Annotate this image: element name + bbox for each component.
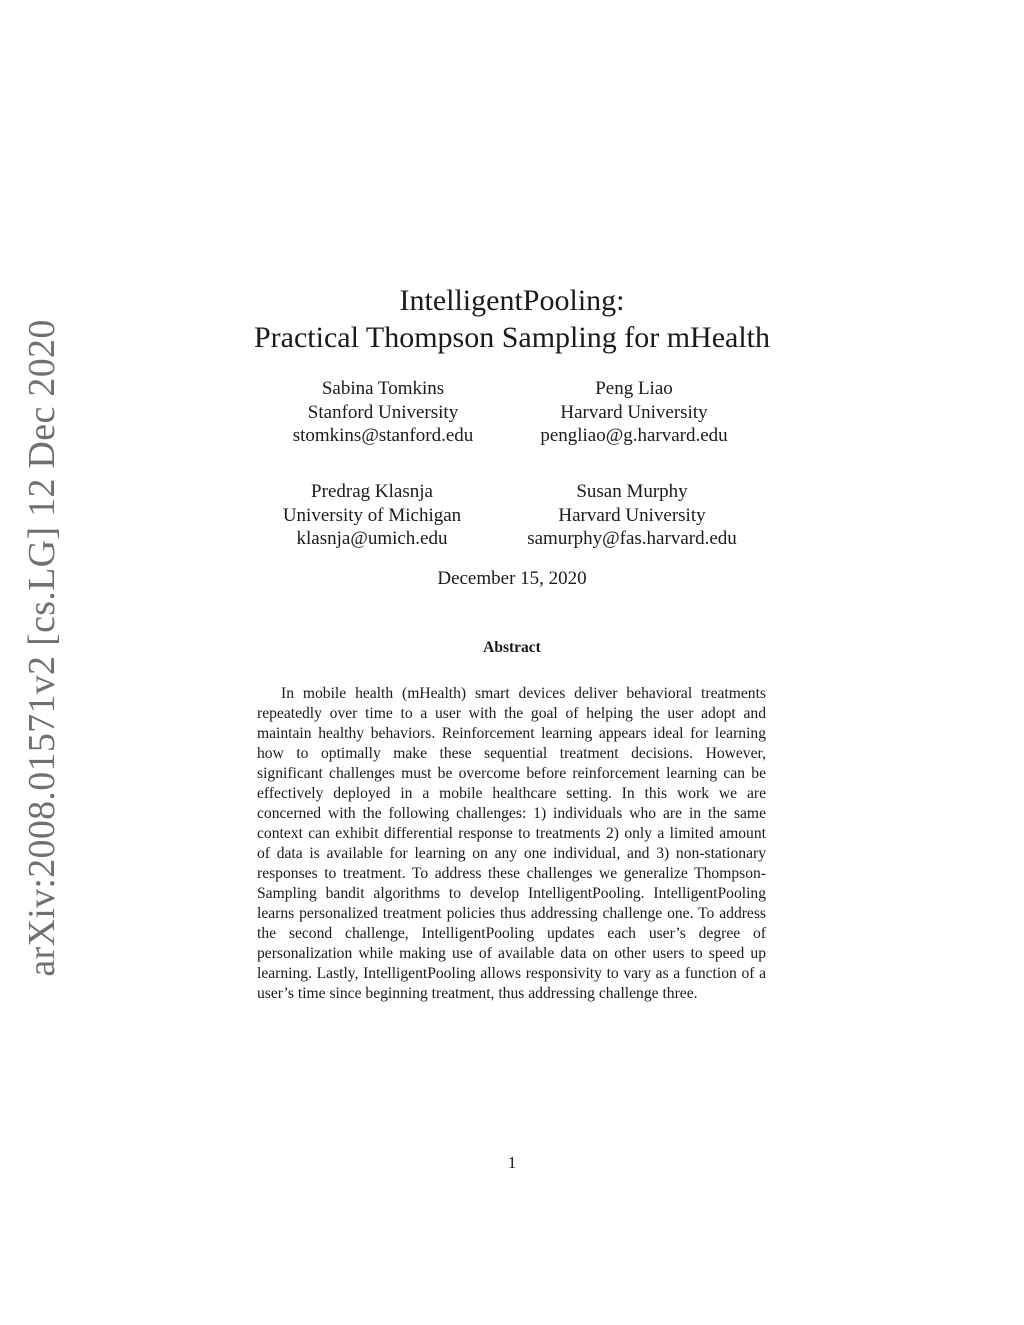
author-email: stomkins@stanford.edu [292,425,474,446]
author-affiliation: Harvard University [560,401,708,423]
author-affiliation: Stanford University [307,401,459,423]
author-block-liao [484,377,784,448]
paper-title [0,282,1024,356]
author-email: samurphy@fas.harvard.edu [527,528,737,549]
author-block-klasnja [222,480,522,551]
author-email: pengliao@g.harvard.edu [540,425,728,446]
author-affiliation: Harvard University [558,504,706,526]
arxiv-identifier-stamp: arXiv:2008.01571v2 [cs.LG] 12 Dec 2020 [21,319,63,977]
author-block-murphy [482,480,782,551]
page-number: 1 [507,1153,517,1172]
author-name: Predrag Klasnja [311,481,433,502]
abstract-text: In mobile health (mHealth) smart devices deliver behavioral treatments repeatedly over time to a user with the goal of helping the user adopt and maintain healthy behaviors. Reinforcement learning appears ideal for learning how to optimally make these sequential treatment decisions. However, significant challenges must be overcome before reinforcement learning can be effectively deployed in a mobile healthcare setting. In this work we are concerned with the following challenges: 1) individuals who are in the same context can exhibit differential response to treatments 2) only a limited amount of data is available for learning on any one individual, and 3) non-stationary responses to treatment. To address these challenges we generalize Thompson-Sampling bandit algorithms to develop IntelligentPooling. IntelligentPooling learns personalized treatment policies thus addressing challenge one. To address the second challenge, IntelligentPooling updates each user’s degree of personalization while making use of available data on other users to speed up learning. Lastly, IntelligentPooling allows responsivity to vary as a function of a user’s time since beginning treatment, thus addressing challenge three. [257,684,766,1002]
author-name: Susan Murphy [576,481,688,502]
title-line-2: Practical Thompson Sampling for mHealth [253,321,771,354]
title-line-1: IntelligentPooling: [399,284,625,317]
author-name: Sabina Tomkins [321,378,445,399]
publication-date: December 15, 2020 [437,568,587,589]
author-affiliation: University of Michigan [282,504,462,526]
abstract-heading: Abstract [483,639,541,656]
author-email: klasnja@umich.edu [296,528,448,549]
author-name: Peng Liao [595,378,673,399]
